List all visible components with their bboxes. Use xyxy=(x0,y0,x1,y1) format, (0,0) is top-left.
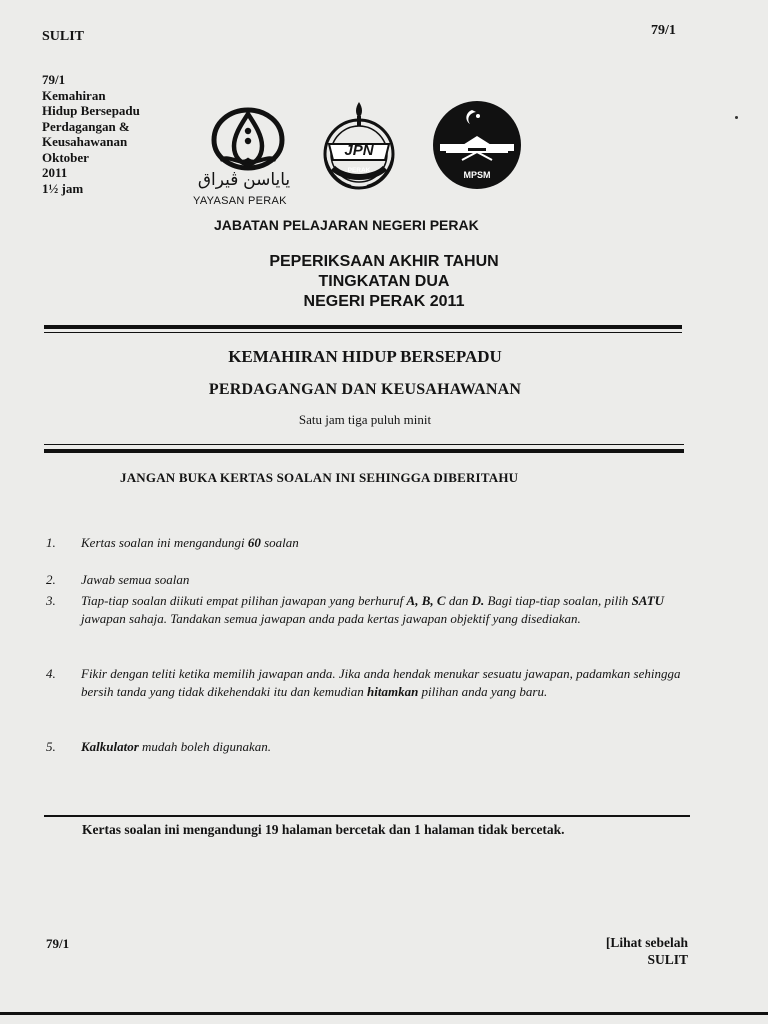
meta-line: Oktober xyxy=(42,149,89,165)
instruction-text: Tiap-tiap soalan diikuti empat pilihan jawapan yang berhuruf A, B, C dan D. Bagi tiap-tiap soalan, pilih SATU jawapan sahaja. Tandakan semua jawapan anda pada kertas jawapan objektif yang disediakan. xyxy=(81,593,665,626)
meta-line: 2011 xyxy=(42,165,68,180)
divider-mid-thin xyxy=(44,444,684,445)
exam-title-line: TINGKATAN DUA xyxy=(318,273,450,290)
page-count-note: Kertas soalan ini mengandungi 19 halaman bercetak dan 1 halaman tidak bercetak. xyxy=(82,822,565,837)
meta-line: Keusahawanan xyxy=(42,134,128,149)
instruction-text: Fikir dengan teliti ketika memilih jawapan anda. Jika anda hendak menukar sesuatu jawapan, padamkan sehingga bersih tanda yang tidak dikehendaki itu dan kemudian hitamkan pilihan anda yang baru. xyxy=(81,666,681,699)
mpsm-logo xyxy=(432,100,522,190)
divider-top-thin xyxy=(44,332,682,333)
instruction-text: Kertas soalan ini mengandungi 60 soalan xyxy=(81,535,299,550)
meta-line: Perdagangan & xyxy=(42,118,130,134)
exam-title xyxy=(0,252,768,312)
footer-turn-over xyxy=(590,934,688,968)
meta-line: Kemahiran xyxy=(42,87,106,103)
exam-title-line: NEGERI PERAK 2011 xyxy=(303,293,465,310)
header-sulit: SULIT xyxy=(42,29,85,44)
instruction-number: 5. xyxy=(46,739,56,754)
perak-ribbon-text: PERAK xyxy=(347,167,371,174)
jpn-text: JPN xyxy=(344,142,374,159)
instruction-text: Kalkulator mudah boleh digunakan. xyxy=(81,739,271,754)
divider-top xyxy=(44,325,682,329)
instruction-number: 2. xyxy=(46,572,56,587)
yayasan-arabic-text: ياياسن ڤيراق xyxy=(197,170,291,189)
footer-sulit: SULIT xyxy=(647,952,688,967)
paper-meta xyxy=(42,72,140,196)
page-bottom-edge xyxy=(0,1012,768,1015)
instruction-text: Jawab semua soalan xyxy=(81,572,190,587)
footer-code: 79/1 xyxy=(46,936,70,951)
exam-duration: Satu jam tiga puluh minit xyxy=(298,412,432,427)
yayasan-emblem-icon xyxy=(200,104,296,176)
yayasan-perak-logo xyxy=(197,104,296,204)
footer-turn-over-text: [Lihat sebelah xyxy=(605,935,688,950)
meta-line: Hidup Bersepadu xyxy=(42,103,140,118)
divider-footer xyxy=(44,815,690,817)
divider-mid xyxy=(44,449,684,453)
meta-line: 1½ jam xyxy=(42,180,84,196)
exam-title-line: PEPERIKSAAN AKHIR TAHUN xyxy=(269,253,499,270)
header-code: 79/1 xyxy=(651,23,676,38)
jabatan-title: JABATAN PELAJARAN NEGERI PERAK xyxy=(214,217,479,233)
instruction-number: 4. xyxy=(46,666,56,681)
yayasan-text: YAYASAN PERAK xyxy=(193,195,287,207)
scan-speck xyxy=(735,116,738,119)
meta-line: 79/1 xyxy=(42,72,66,87)
subject-subtitle: PERDAGANGAN DAN KEUSAHAWANAN xyxy=(208,381,522,398)
mpsm-text: MPSM xyxy=(463,170,491,180)
instruction-number: 1. xyxy=(46,535,56,550)
instruction-number: 3. xyxy=(46,593,56,608)
do-not-open-warning: JANGAN BUKA KERTAS SOALAN INI SEHINGGA DIBERITAHU xyxy=(120,470,519,485)
jpn-perak-logo xyxy=(311,100,407,192)
subject-title: KEMAHIRAN HIDUP BERSEPADU xyxy=(228,347,502,366)
